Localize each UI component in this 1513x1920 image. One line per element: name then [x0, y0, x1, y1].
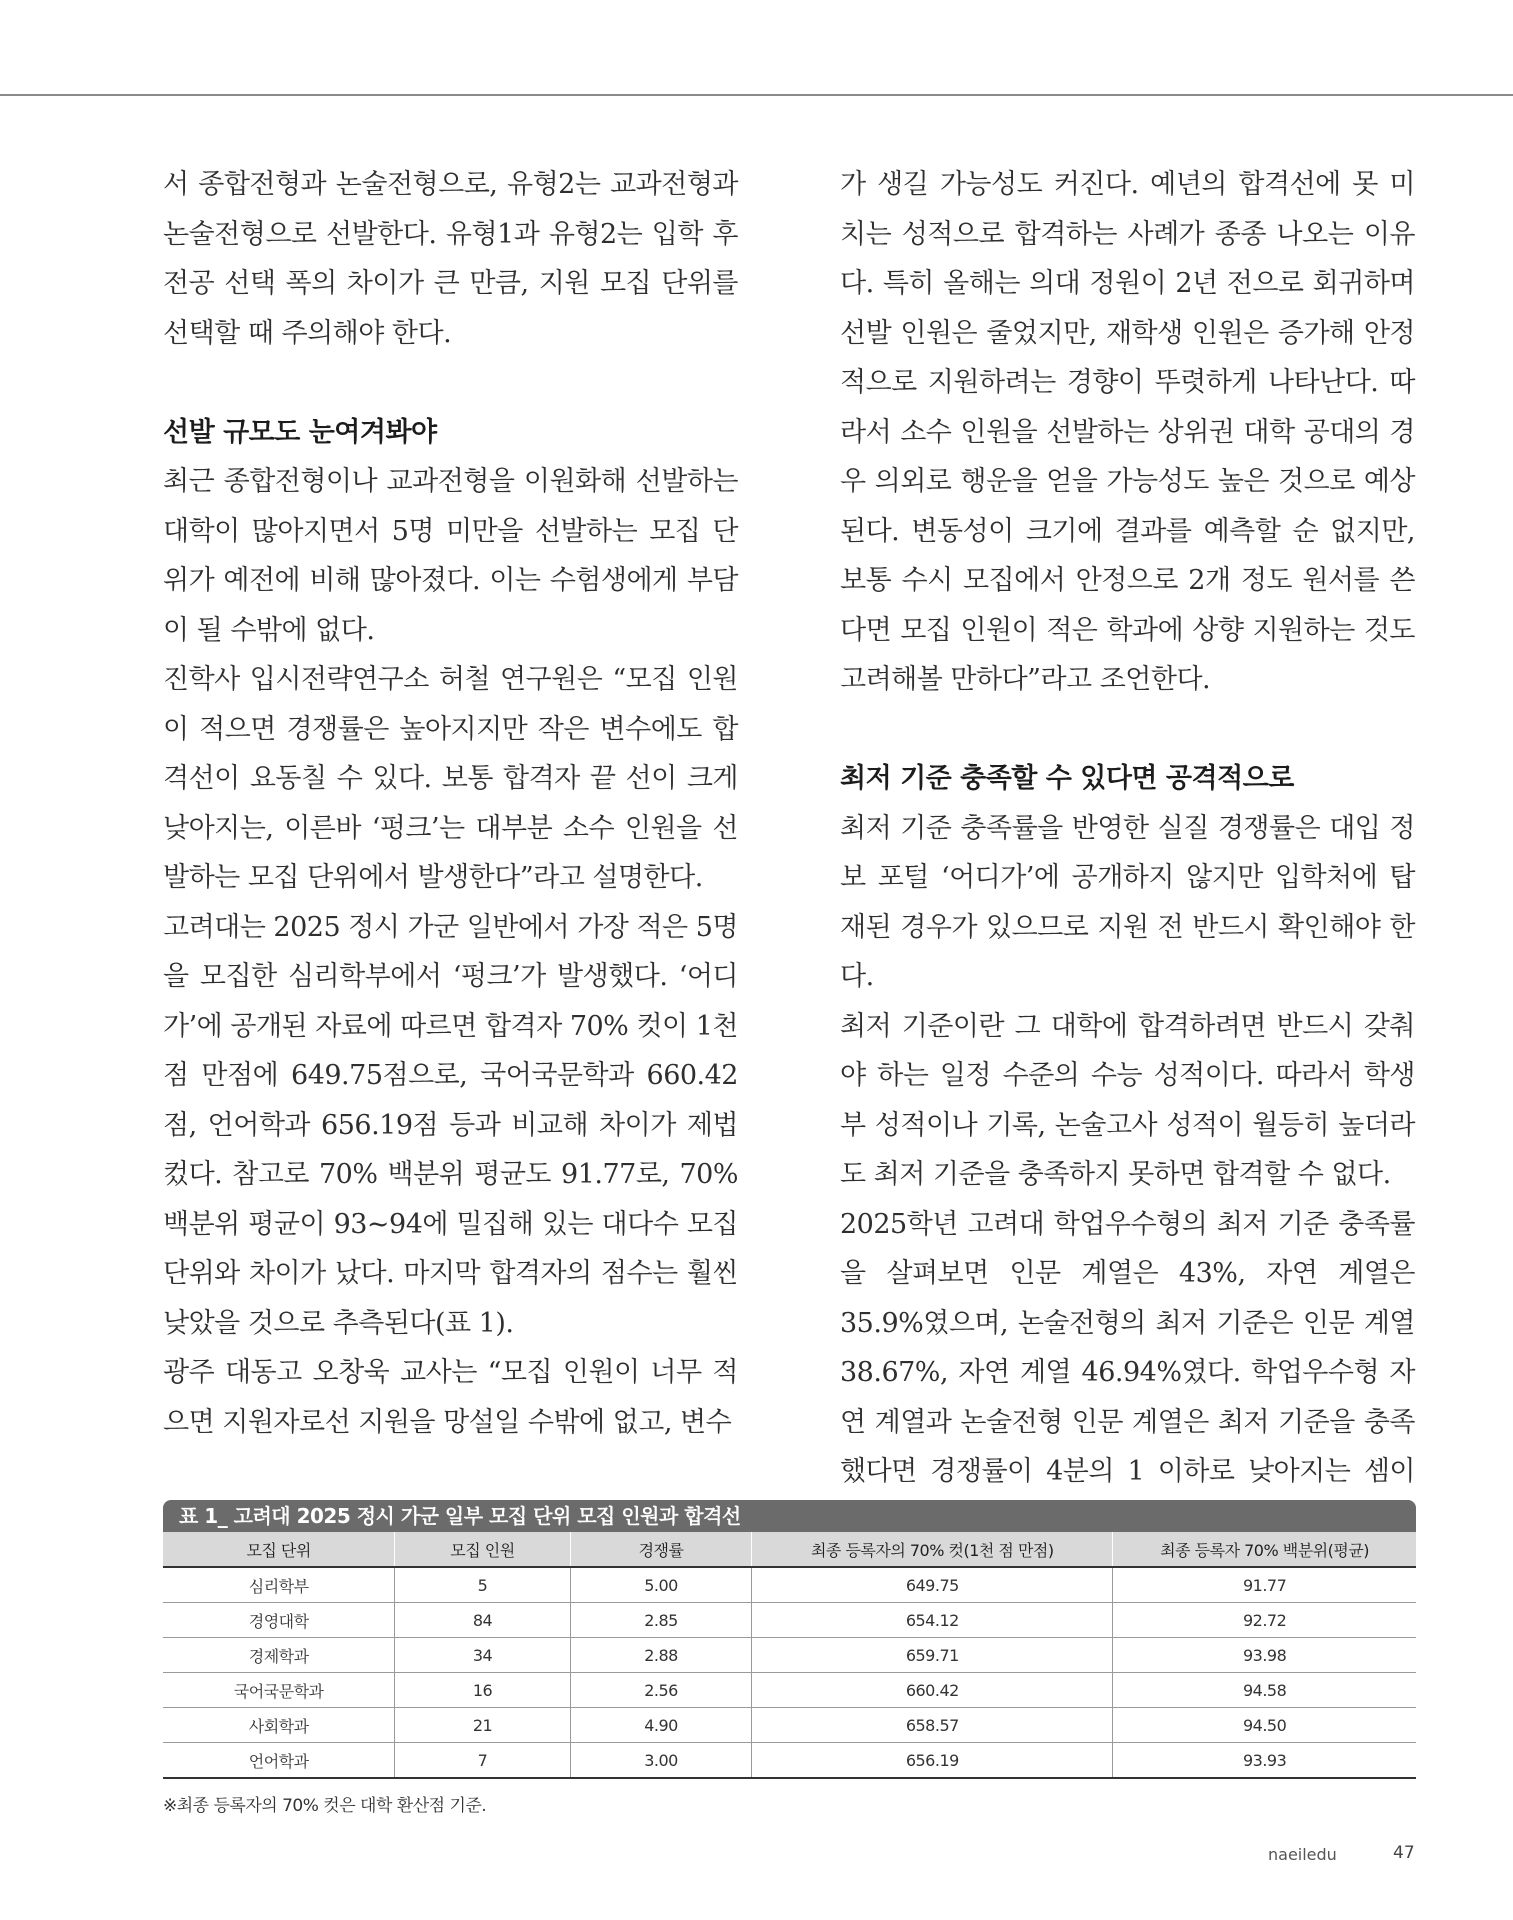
- table-cell: 경영대학: [163, 1603, 395, 1638]
- paragraph: 가 생길 가능성도 커진다. 예년의 합격선에 못 미치는 성적으로 합격하는 사례가 종종 나오는 이유다. 특히 올해는 의대 정원이 2년 전으로 회귀하며 선발 인원은 줄었지만, 재학생 인원은 증가해 안정적으로 지원하려는 경향이 뚜렷하게 나타난다. 따라서 소수 인원을 선발하는 상위권 대학 공대의 경우 의외로 행운을 얻을 가능성도 높은 것으로 예상된다. 변동성이 크기에 결과를 예측할 순 없지만, 보통 수시 모집에서 안정으로 2개 정도 원서를 쓴다면 모집 인원이 적은 학과에 상향 지원하는 것도 고려해볼 만하다”라고 조언한다.: [840, 169, 1415, 695]
- table-cell: 654.12: [752, 1603, 1113, 1638]
- table-row: [163, 1603, 1416, 1638]
- table-cell: 660.42: [752, 1673, 1113, 1708]
- table-cell: 656.19: [752, 1743, 1113, 1779]
- section-heading: 최저 기준 충족할 수 있다면 공격적으로: [840, 763, 1294, 794]
- table-cell: 국어국문학과: [163, 1673, 395, 1708]
- table-cell: 21: [395, 1708, 570, 1743]
- table-cell: 5.00: [570, 1567, 752, 1603]
- table-row: [163, 1708, 1416, 1743]
- data-table: [163, 1532, 1416, 1779]
- table-cell: 심리학부: [163, 1567, 395, 1603]
- table-cell: 34: [395, 1638, 570, 1673]
- table-row: [163, 1743, 1416, 1779]
- table-cell: 649.75: [752, 1567, 1113, 1603]
- column-header: 모집 단위: [163, 1532, 395, 1567]
- paragraph: 2025학년 고려대 학업우수형의 최저 기준 충족률을 살펴보면 인문 계열은 43%, 자연 계열은 35.9%였으며, 논술전형의 최저 기준은 인문 계열 38.67%, 자연 계열 46.94%였다. 학업우수형 자연 계열과 논술전형 인문 계열은 최저 기준을 충족했다면 경쟁률이 4분의 1 이하로 낮아지는 셈이: [840, 1208, 1415, 1487]
- table-cell: 16: [395, 1673, 570, 1708]
- paragraph: 최근 종합전형이나 교과전형을 이원화해 선발하는 대학이 많아지면서 5명 미만을 선발하는 모집 단위가 예전에 비해 많아졌다. 이는 수험생에게 부담이 될 수밖에 없다.: [163, 466, 738, 646]
- table-row: [163, 1567, 1416, 1603]
- paragraph: 고려대는 2025 정시 가군 일반에서 가장 적은 5명을 모집한 심리학부에서 ‘펑크’가 발생했다. ‘어디가’에 공개된 자료에 따르면 합격자 70% 컷이 1천 점 만점에 649.75점으로, 국어국문학과 660.42점, 언어학과 656.19점 등과 비교해 차이가 제법 컸다. 참고로 70% 백분위 평균도 91.77로, 70% 백분위 평균이 93~94에 밀집해 있는 대다수 모집 단위와 차이가 났다. 마지막 합격자의 점수는 훨씬 낮았을 것으로 추측된다(표 1).: [163, 911, 738, 1339]
- table-cell: 94.58: [1113, 1673, 1416, 1708]
- paragraph: 최저 기준 충족률을 반영한 실질 경쟁률은 대입 정보 포털 ‘어디가’에 공개하지 않지만 입학처에 탑재된 경우가 있으므로 지원 전 반드시 확인해야 한다.: [840, 812, 1415, 992]
- paragraph: 최저 기준이란 그 대학에 합격하려면 반드시 갖춰야 하는 일정 수준의 수능 성적이다. 따라서 학생부 성적이나 기록, 논술고사 성적이 월등히 높더라도 최저 기준을 충족하지 못하면 합격할 수 없다.: [840, 1010, 1415, 1190]
- section-heading: 선발 규모도 눈여겨봐야: [163, 416, 437, 448]
- table-row: [163, 1673, 1416, 1708]
- table-header-row: [163, 1532, 1416, 1567]
- table-cell: 2.88: [570, 1638, 752, 1673]
- right-column: [840, 160, 1415, 1546]
- spacer: [840, 705, 1415, 755]
- table-cell: 2.56: [570, 1673, 752, 1708]
- table-cell: 언어학과: [163, 1743, 395, 1779]
- paragraph: 진학사 입시전략연구소 허철 연구원은 “모집 인원이 적으면 경쟁률은 높아지지만 작은 변수에도 합격선이 요동칠 수 있다. 보통 합격자 끝 선이 크게 낮아지는, 이른바 ‘펑크’는 대부분 소수 인원을 선발하는 모집 단위에서 발생한다”라고 설명한다.: [163, 664, 738, 893]
- table-cell: 경제학과: [163, 1638, 395, 1673]
- top-rule: [0, 94, 1513, 96]
- table-cell: 84: [395, 1603, 570, 1638]
- table-title: 표 1_ 고려대 2025 정시 가군 일부 모집 단위 모집 인원과 합격선: [163, 1500, 1416, 1532]
- column-header: 최종 등록자 70% 백분위(평균): [1113, 1532, 1416, 1567]
- table-footnote: ※최종 등록자의 70% 컷은 대학 환산점 기준.: [163, 1796, 487, 1816]
- page-number: 47: [1393, 1843, 1415, 1863]
- table-cell: 사회학과: [163, 1708, 395, 1743]
- table-cell: 93.93: [1113, 1743, 1416, 1779]
- table-cell: 7: [395, 1743, 570, 1779]
- table-cell: 3.00: [570, 1743, 752, 1779]
- table-cell: 659.71: [752, 1638, 1113, 1673]
- table-cell: 5: [395, 1567, 570, 1603]
- column-header: 최종 등록자의 70% 컷(1천 점 만점): [752, 1532, 1113, 1567]
- column-header: 모집 인원: [395, 1532, 570, 1567]
- spacer: [163, 358, 738, 408]
- table-cell: 2.85: [570, 1603, 752, 1638]
- table-cell: 4.90: [570, 1708, 752, 1743]
- table-cell: 92.72: [1113, 1603, 1416, 1638]
- table-figure: [163, 1500, 1416, 1816]
- footer-brand: naeiledu: [1268, 1845, 1337, 1864]
- paragraph: 광주 대동고 오창욱 교사는 “모집 인원이 너무 적으면 지원자로선 지원을 망설일 수밖에 없고, 변수: [163, 1357, 738, 1438]
- table-cell: 94.50: [1113, 1708, 1416, 1743]
- column-header: 경쟁률: [570, 1532, 752, 1567]
- table-cell: 658.57: [752, 1708, 1113, 1743]
- table-cell: 91.77: [1113, 1567, 1416, 1603]
- table-row: [163, 1638, 1416, 1673]
- table-cell: 93.98: [1113, 1638, 1416, 1673]
- left-column: [163, 160, 738, 1447]
- paragraph: 서 종합전형과 논술전형으로, 유형2는 교과전형과 논술전형으로 선발한다. 유형1과 유형2는 입학 후 전공 선택 폭의 차이가 큰 만큼, 지원 모집 단위를 선택할 때 주의해야 한다.: [163, 169, 738, 349]
